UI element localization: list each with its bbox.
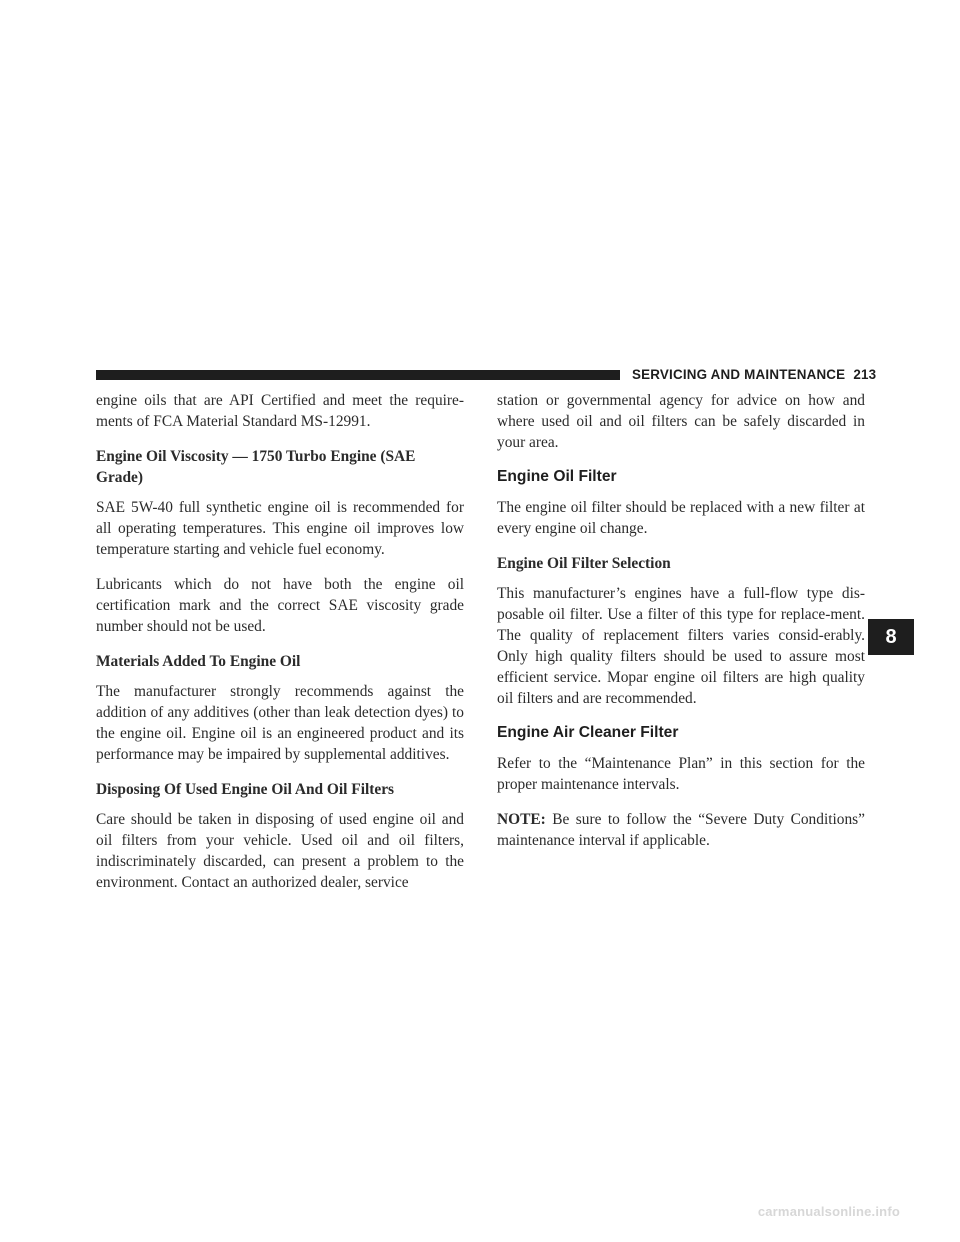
header-rule	[96, 370, 620, 380]
left-column	[96, 390, 464, 907]
subheading-disposing: Disposing Of Used Engine Oil And Oil Filters	[96, 781, 395, 798]
paragraph: Care should be taken in disposing of used engine oil and oil filters from your vehicle. Used oil and oil filters, indiscriminately discarded, can present a problem to the environment. Contact an authorized dealer, service	[96, 811, 464, 891]
subheading-oil-filter-selection: Engine Oil Filter Selection	[497, 555, 671, 572]
running-header	[632, 366, 876, 384]
paragraph: This manufacturer’s engines have a full-flow type dis-posable oil filter. Use a filter of this type for replace-ment. The quality of replacement filters varies consid-erably. Only high quality filters should be used to assure most efficient service. Mopar engine oil filters are high quality oil filters and are recommended.	[497, 585, 865, 707]
subheading-materials-added: Materials Added To Engine Oil	[96, 653, 301, 670]
subheading-oil-viscosity: Engine Oil Viscosity — 1750 Turbo Engine (SAE Grade)	[96, 448, 416, 486]
chapter-tab[interactable]: 8	[868, 619, 914, 655]
note-label: NOTE:	[497, 811, 546, 828]
heading-air-cleaner-filter: Engine Air Cleaner Filter	[497, 724, 679, 741]
heading-engine-oil-filter: Engine Oil Filter	[497, 468, 617, 485]
paragraph: The manufacturer strongly recommends against the addition of any additives (other than leak detection dyes) to the engine oil. Engine oil is an engineered product and its performance may be impaired by supplemental additives.	[96, 683, 464, 763]
paragraph: station or governmental agency for advice on how and where used oil and oil filters can be safely discarded in your area.	[497, 392, 865, 451]
note-text: Be sure to follow the “Severe Duty Conditions” maintenance interval if applicable.	[497, 811, 865, 849]
right-column	[497, 390, 865, 865]
paragraph: Lubricants which do not have both the engine oil certification mark and the correct SAE viscosity grade number should not be used.	[96, 576, 464, 635]
note	[497, 809, 865, 851]
paragraph: engine oils that are API Certified and meet the require-ments of FCA Material Standard MS-12991.	[96, 392, 464, 430]
page-number: 213	[853, 367, 877, 382]
paragraph: Refer to the “Maintenance Plan” in this section for the proper maintenance intervals.	[497, 755, 865, 793]
paragraph: The engine oil filter should be replaced with a new filter at every engine oil change.	[497, 499, 865, 537]
watermark: carmanualsonline.info	[757, 1204, 900, 1219]
section-title: SERVICING AND MAINTENANCE	[632, 367, 846, 382]
paragraph: SAE 5W-40 full synthetic engine oil is recommended for all operating temperatures. This engine oil improves low temperature starting and vehicle fuel economy.	[96, 499, 464, 558]
